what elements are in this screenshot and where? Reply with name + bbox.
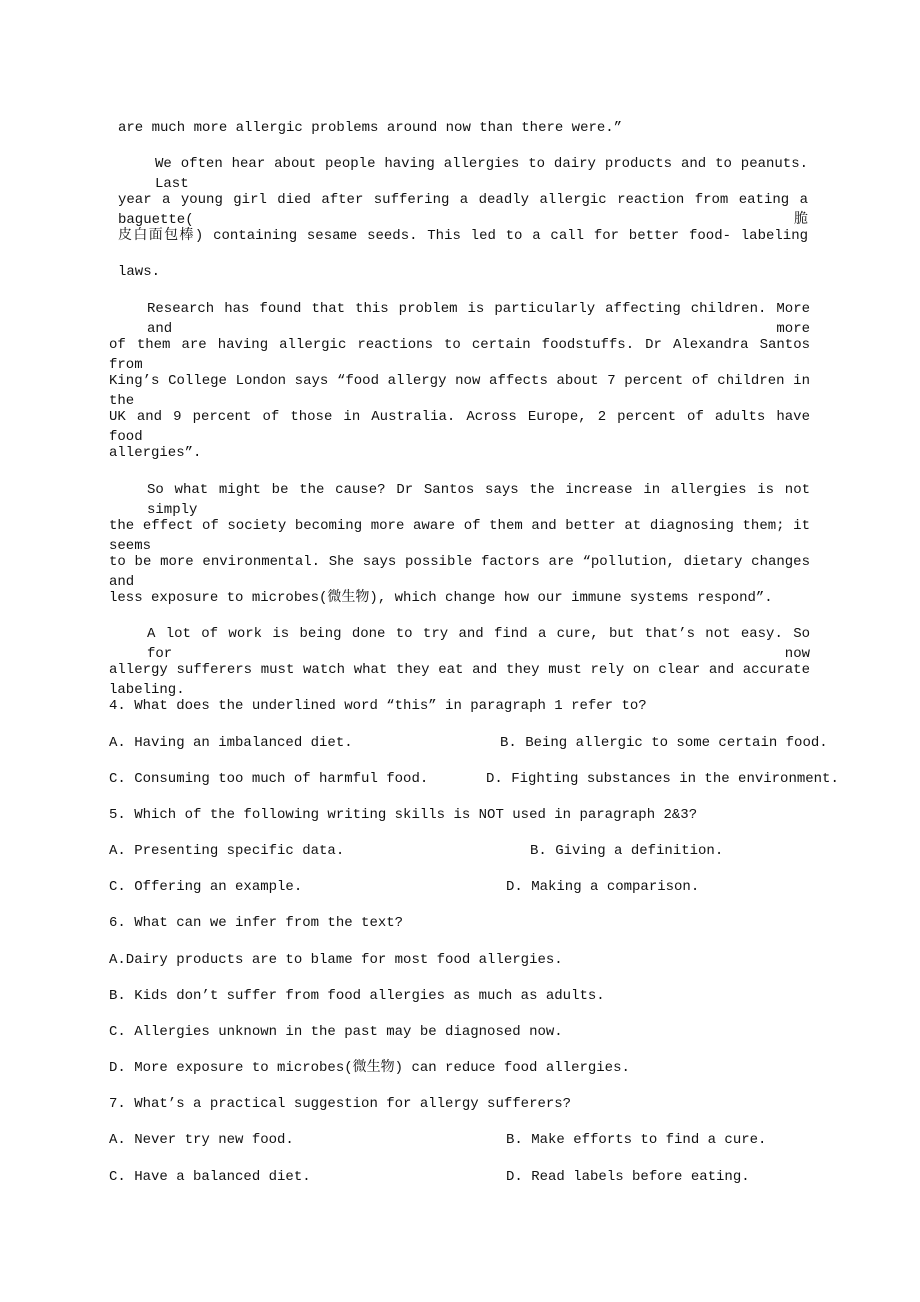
passage-line: Research has found that this problem is particularly affecting children. More and more: [147, 301, 810, 337]
answer-option: C. Allergies unknown in the past may be diagnosed now.: [109, 1024, 563, 1040]
passage-line: to be more environmental. She says possible factors are “pollution, dietary changes and: [109, 554, 810, 590]
answer-option: A.Dairy products are to blame for most food allergies.: [109, 952, 563, 968]
answer-option: B. Being allergic to some certain food.: [500, 735, 828, 751]
passage-line: 皮白面包棒) containing sesame seeds. This led to a call for better food- labeling: [118, 228, 808, 244]
answer-option: C. Offering an example.: [109, 879, 303, 895]
passage-line: laws.: [118, 264, 161, 280]
answer-option: C. Have a balanced diet.: [109, 1169, 311, 1185]
passage-line: We often hear about people having allergies to dairy products and to peanuts. Last: [155, 156, 808, 192]
answer-option: D. Fighting substances in the environment.: [486, 771, 839, 787]
passage-line: allergy sufferers must watch what they eat and they must rely on clear and accurate labeling.: [109, 662, 810, 698]
answer-option: D. Making a comparison.: [506, 879, 700, 895]
passage-line: year a young girl died after suffering a deadly allergic reaction from eating a baguette(脆: [118, 192, 808, 228]
question-stem: 7. What’s a practical suggestion for allergy sufferers?: [109, 1096, 572, 1112]
passage-line: UK and 9 percent of those in Australia. Across Europe, 2 percent of adults have food: [109, 409, 810, 445]
question-stem: 5. Which of the following writing skills is NOT used in paragraph 2&3?: [109, 807, 698, 823]
question-stem: 4. What does the underlined word “this” in paragraph 1 refer to?: [109, 698, 647, 714]
answer-option: C. Consuming too much of harmful food.: [109, 771, 429, 787]
answer-option: B. Make efforts to find a cure.: [506, 1132, 767, 1148]
passage-line: A lot of work is being done to try and find a cure, but that’s not easy. So for now: [147, 626, 810, 662]
passage-line: So what might be the cause? Dr Santos says the increase in allergies is not simply: [147, 482, 810, 518]
answer-option: B. Giving a definition.: [530, 843, 724, 859]
answer-option: D. Read labels before eating.: [506, 1169, 750, 1185]
question-stem: 6. What can we infer from the text?: [109, 915, 404, 931]
passage-line: King’s College London says “food allergy now affects about 7 percent of children in the: [109, 373, 810, 409]
answer-option: D. More exposure to microbes(微生物) can reduce food allergies.: [109, 1060, 630, 1076]
passage-line: of them are having allergic reactions to certain foodstuffs. Dr Alexandra Santos from: [109, 337, 810, 373]
passage-line: allergies”.: [109, 445, 202, 461]
passage-line: less exposure to microbes(微生物), which change how our immune systems respond”.: [109, 590, 773, 606]
answer-option: A. Never try new food.: [109, 1132, 294, 1148]
answer-option: A. Presenting specific data.: [109, 843, 345, 859]
passage-line: are much more allergic problems around now than there were.”: [118, 120, 623, 136]
answer-option: B. Kids don’t suffer from food allergies as much as adults.: [109, 988, 605, 1004]
answer-option: A. Having an imbalanced diet.: [109, 735, 353, 751]
passage-line: the effect of society becoming more aware of them and better at diagnosing them; it seems: [109, 518, 810, 554]
